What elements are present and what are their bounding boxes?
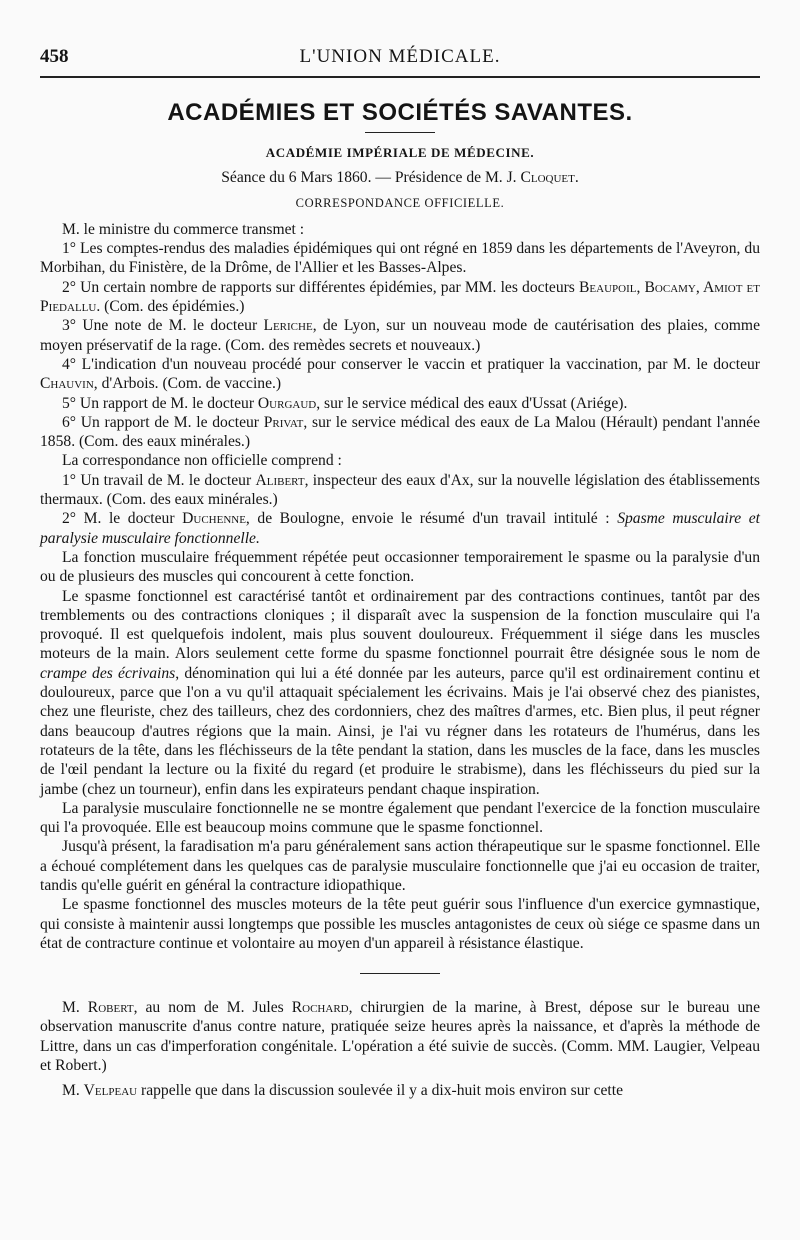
unofficial-intro: La correspondance non officielle comprend : [62, 452, 342, 470]
society-heading: ACADÉMIE IMPÉRIALE DE MÉDECINE. [265, 145, 535, 160]
seance-line [40, 168, 760, 187]
body-paragraph-2: Le spasme fonctionnel est caractérisé tantôt et ordinairement par des contractions continues, tantôt par des tremblements ou des contractions cloniques ; il disparaît avec la suspension de la fonction musculaire qui l'a provoqué. Il est quelquefois indolent, mais plus souvent douloureux. Fréquemment il siége dans les muscles moteurs de la main. Alors seulement cette forme du spasme fonctionnel pourrait être désignée sous le nom de crampe des écrivains, dénomination qui lui a été donnée par les auteurs, parce qu'il est ordinairement continu et douloureux, parce que l'on a vu qu'il attaquait spécialement les écrivains. Mais je l'ai observé chez des pianistes, chez une fleuriste, chez des tailleurs, chez des cordonniers, chez des maîtres d'armes, etc. Bien plus, il peut régner dans beaucoup d'autres régions que la main. Ainsi, je l'ai vu régner dans les rotateurs de l'humérus, dans les rotateurs de la tête, dans les fléchisseurs de la tête pendant la station, dans les muscles de la face, dans les muscles de l'œil pendant la lecture ou la fixité du regard (et produire le strabisme), dans les fléchisseurs du pied sur la jambe (chez un tourneur), enfin dans les expirateurs pendant chaque inspiration. [40, 587, 761, 798]
unofficial-item-2: 2° M. le docteur Duchenne, de Boulogne, envoie le résumé d'un travail intitulé : Spasme musculaire et paralysie musculaire fonctionnelle. [40, 510, 760, 547]
official-item-2: 2° Un certain nombre de rapports sur différentes épidémies, par MM. les docteurs Beaupoil, Bocamy, Amiot et Piedallu. (Com. des épidémies.) [40, 278, 760, 316]
official-item-5: 5° Un rapport de M. le docteur Ourgaud, sur le service médical des eaux d'Ussat (Ariége). [62, 394, 628, 412]
seance-date: Séance du 6 Mars 1860. — Présidence de M. J. [221, 169, 517, 187]
page-number: 458 [40, 46, 69, 67]
official-item-1: 1° Les comptes-rendus des maladies épidémiques qui ont régné en 1859 dans les départements de l'Aveyron, du Morbihan, du Finistère, de la Drôme, de l'Allier et les Basses-Alpes. [40, 240, 760, 277]
body-paragraph-5: Le spasme fonctionnel des muscles moteurs de la tête peut guérir sous l'influence d'un exercice gymnastique, qui consiste à maintenir aussi longtemps que possible les muscles antagonistes de ceux où siége ce spasme dans un état de contracture continue et volontaire au moyen d'un appareil à résistance élastique. [40, 896, 760, 952]
velpeau-paragraph: M. Velpeau rappelle que dans la discussion soulevée il y a dix-huit mois environ sur cette [62, 1082, 624, 1100]
body-paragraph-3: La paralysie musculaire fonctionnelle ne se montre également que pendant l'exercice de la fonction musculaire qui l'a provoquée. Elle est beaucoup moins commune que le spasme fonctionnel. [40, 799, 760, 837]
journal-title: L'UNION MÉDICALE. [299, 46, 501, 67]
correspondence-heading: CORRESPONDANCE OFFICIELLE. [295, 195, 505, 210]
official-intro: M. le ministre du commerce transmet : [62, 220, 305, 238]
robert-paragraph: M. Robert, au nom de M. Jules Rochard, chirurgien de la marine, à Brest, dépose sur le bureau une observation manuscrite d'anus contre nature, pratiquée seize heures après la naissance, et d'après la méthode de Littre, dans un cas d'imperforation congénitale. L'opération a été suivie de succès. (Comm. MM. Laugier, Velpeau et Robert.) [40, 999, 760, 1075]
body-paragraph-1: La fonction musculaire fréquemment répétée peut occasionner temporairement le spasme ou la paralysie d'un ou de plusieurs des muscles qui concourent à cette fonction. [40, 548, 760, 586]
official-item-3: 3° Une note de M. le docteur Leriche, de Lyon, sur un nouveau mode de cautérisation des plaies, comme moyen préservatif de la rage. (Com. des remèdes secrets et nouveaux.) [40, 317, 760, 354]
official-item-4: 4° L'indication d'un nouveau procédé pour conserver le vaccin et pratiquer la vaccination, par M. le docteur Chauvin, d'Arbois. (Com. de vaccine.) [40, 355, 760, 393]
running-head [40, 46, 760, 72]
section-title: ACADÉMIES ET SOCIÉTÉS SAVANTES. [167, 99, 633, 126]
official-item-6: 6° Un rapport de M. le docteur Privat, sur le service médical des eaux de La Malou (Hérault) pendant l'année 1858. (Com. des eaux minérales.) [40, 413, 760, 451]
president-name: Cloquet. [520, 169, 579, 187]
unofficial-item-1: 1° Un travail de M. le docteur Alibert, inspecteur des eaux d'Ax, sur la nouvelle législation des établissements thermaux. (Com. des eaux minérales.) [40, 471, 760, 509]
title-rule [365, 132, 435, 133]
section-divider [360, 973, 440, 974]
header-rule [40, 76, 760, 78]
body-paragraph-4: Jusqu'à présent, la faradisation m'a paru généralement sans action thérapeutique sur le spasme fonctionnel. Elle a échoué complétement dans les quelques cas de paralysie musculaire fonctionnelle que j'ai eu occasion de traiter, tandis qu'elle guérit en général la contracture idiopathique. [40, 838, 760, 894]
article [40, 98, 760, 1101]
